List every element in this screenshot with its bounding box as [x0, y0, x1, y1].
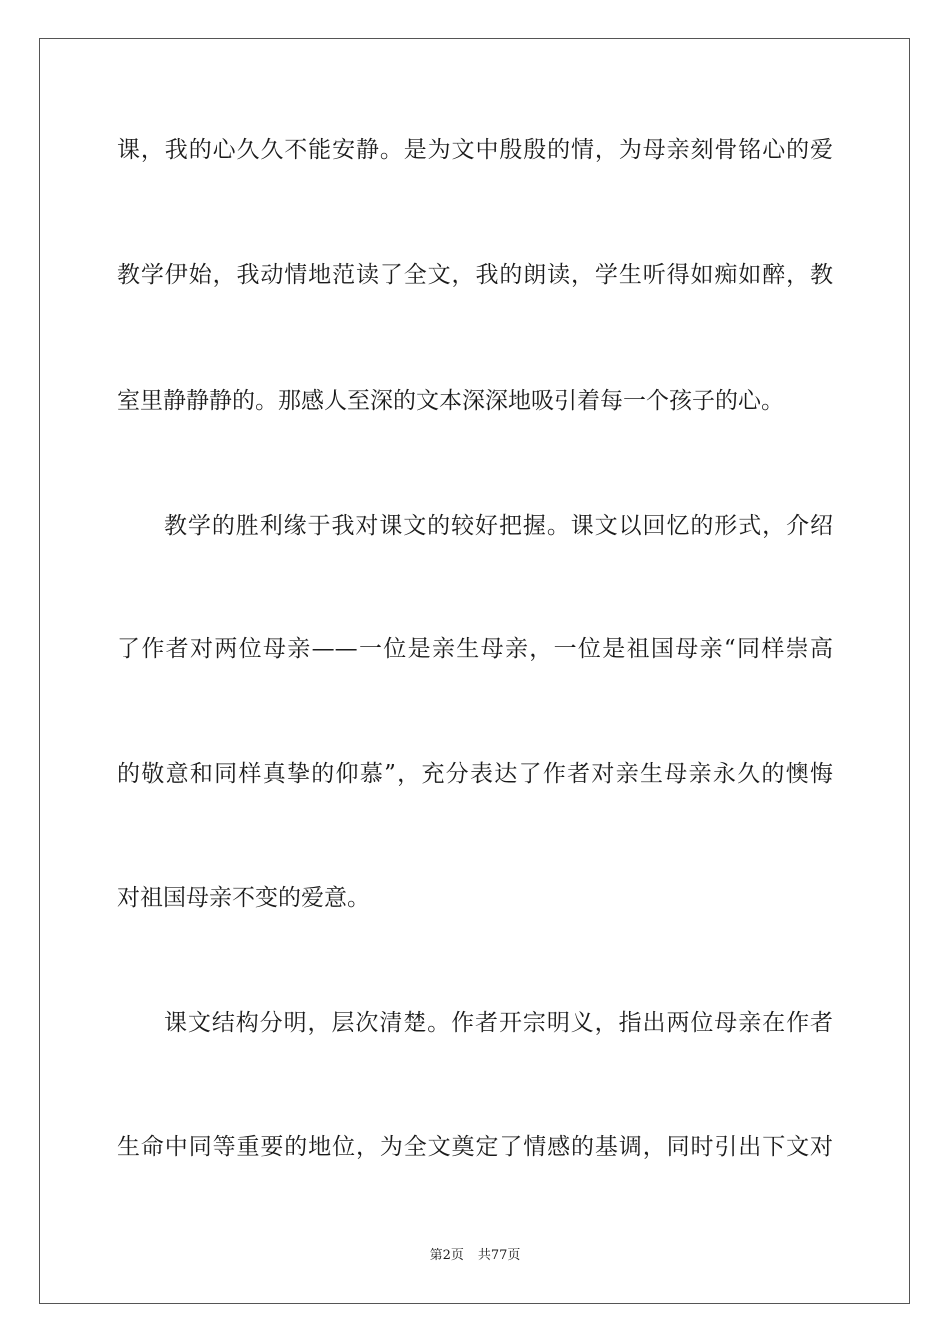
page-number: 第2页 — [429, 1248, 464, 1263]
text-line: 课文结构分明，层次清楚。作者开宗明义，指出两位母亲在作者 — [164, 1010, 833, 1036]
page-total: 共77页 — [477, 1248, 521, 1263]
text-line: 教学的胜利缘于我对课文的较好把握。课文以回忆的形式，介绍 — [164, 513, 833, 539]
text-line: 教学伊始，我动情地范读了全文，我的朗读，学生听得如痴如醉，教 — [117, 262, 833, 288]
text-line: 室里静静静的。那感人至深的文本深深地吸引着每一个孩子的心。 — [117, 388, 784, 414]
text-line: 对祖国母亲不变的爱意。 — [117, 885, 370, 911]
text-line: 了作者对两位母亲——一位是亲生母亲，一位是祖国母亲“同样崇高 — [117, 636, 833, 662]
page-border — [39, 38, 910, 1304]
text-line: 的敬意和同样真挚的仰慕”，充分表达了作者对亲生母亲永久的懊悔 — [117, 761, 833, 787]
text-line: 生命中同等重要的地位，为全文奠定了情感的基调，同时引出下文对 — [117, 1134, 833, 1160]
text-line: 课，我的心久久不能安静。是为文中殷殷的情，为母亲刻骨铭心的爱 — [117, 137, 833, 163]
page-footer — [0, 1246, 950, 1266]
